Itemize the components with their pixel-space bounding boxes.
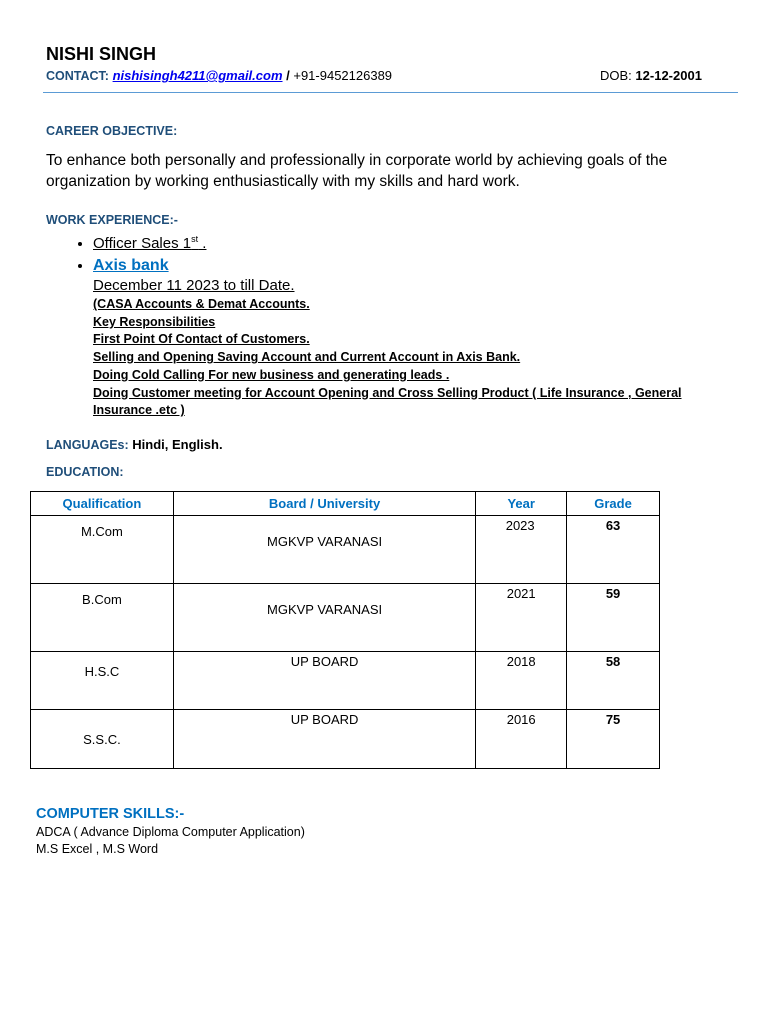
cell-text: MGKVP VARANASI <box>267 534 383 549</box>
experience-heading: WORK EXPERIENCE:- <box>46 213 178 227</box>
cell-text: 2023 <box>505 518 535 533</box>
year-cell <box>476 516 567 584</box>
cell-text: S.S.C. <box>83 732 121 747</box>
detail-line: First Point Of Contact of Customers. <box>93 332 310 347</box>
cell-text: 58 <box>605 654 621 669</box>
detail-line: Doing Cold Calling For new business and generating leads . <box>93 367 450 382</box>
detail-line: Key Responsibilities <box>93 314 216 329</box>
dob-value: 12-12-2001 <box>635 68 702 83</box>
table-row <box>31 584 660 652</box>
year-cell <box>476 584 567 652</box>
objective-heading: CAREER OBJECTIVE: <box>46 124 178 138</box>
dob-label: DOB: <box>600 68 632 83</box>
table-row <box>31 516 660 584</box>
cell-text: MGKVP VARANASI <box>267 602 383 617</box>
contact-line <box>46 68 392 83</box>
year-cell <box>476 710 567 769</box>
qualification-cell <box>31 710 174 769</box>
grade-cell <box>567 516 660 584</box>
cell-text: UP BOARD <box>290 654 359 669</box>
role-tail: . <box>198 235 207 252</box>
header-divider <box>43 92 738 93</box>
company-link[interactable]: Axis bank <box>93 257 169 274</box>
candidate-name: NISHI SINGH <box>46 44 157 64</box>
experience-details <box>93 276 733 420</box>
cell-text: 75 <box>605 712 621 727</box>
cell-text: 2016 <box>506 712 536 727</box>
board-cell <box>173 516 475 584</box>
cell-text: UP BOARD <box>290 712 359 727</box>
skills-heading: COMPUTER SKILLS:- <box>36 806 185 822</box>
qualification-cell <box>31 652 174 710</box>
board-cell <box>173 652 475 710</box>
table-row <box>31 652 660 710</box>
job-date: December 11 2023 to till Date. <box>93 277 295 294</box>
cell-text: H.S.C <box>84 664 120 679</box>
experience-list <box>46 228 206 277</box>
detail-line: (CASA Accounts & Demat Accounts. <box>93 297 310 311</box>
board-cell <box>173 584 475 652</box>
qualification-cell <box>31 516 174 584</box>
qualification-cell <box>31 584 174 652</box>
role-title: Officer Sales 1 <box>93 235 192 252</box>
list-item <box>93 228 206 255</box>
column-header: Year <box>476 492 567 516</box>
cell-text: B.Com <box>82 592 122 607</box>
email-link[interactable]: nishisingh4211@gmail.com <box>112 68 283 83</box>
languages-value: Hindi, English. <box>132 437 223 452</box>
phone-number: +91-9452126389 <box>293 68 393 83</box>
cell-text: 2018 <box>506 654 536 669</box>
languages-label: LANGUAGEs: <box>46 438 129 452</box>
column-header: Qualification <box>31 492 174 516</box>
grade-cell <box>567 710 660 769</box>
cell-text: M.Com <box>80 524 123 539</box>
languages-line <box>46 437 223 452</box>
cell-text: 59 <box>605 586 621 601</box>
cell-text: 2021 <box>506 586 536 601</box>
column-header: Grade <box>567 492 660 516</box>
phone-separator: / <box>282 68 294 83</box>
grade-cell <box>567 652 660 710</box>
role-sup: st <box>191 234 199 244</box>
education-table <box>30 491 660 769</box>
detail-line: Doing Customer meeting for Account Opening and Cross Selling Product ( Life Insurance , General Insurance .etc ) <box>93 385 682 418</box>
grade-cell <box>567 584 660 652</box>
cell-text: 63 <box>605 518 621 533</box>
board-cell <box>173 710 475 769</box>
year-cell <box>476 652 567 710</box>
table-header-row <box>31 492 660 516</box>
contact-label: CONTACT: <box>46 69 109 83</box>
list-item <box>93 255 206 277</box>
column-header: Board / University <box>173 492 475 516</box>
dob-line <box>600 68 702 83</box>
objective-text: To enhance both personally and professionally in corporate world by achieving goals of the organization by working enthusiastically with my skills and hard work. <box>46 152 668 190</box>
skill-item: ADCA ( Advance Diploma Computer Application) <box>36 825 305 839</box>
education-heading: EDUCATION: <box>46 465 124 479</box>
detail-line: Selling and Opening Saving Account and Current Account in Axis Bank. <box>93 350 521 365</box>
skill-item: M.S Excel , M.S Word <box>36 842 159 856</box>
table-row <box>31 710 660 769</box>
